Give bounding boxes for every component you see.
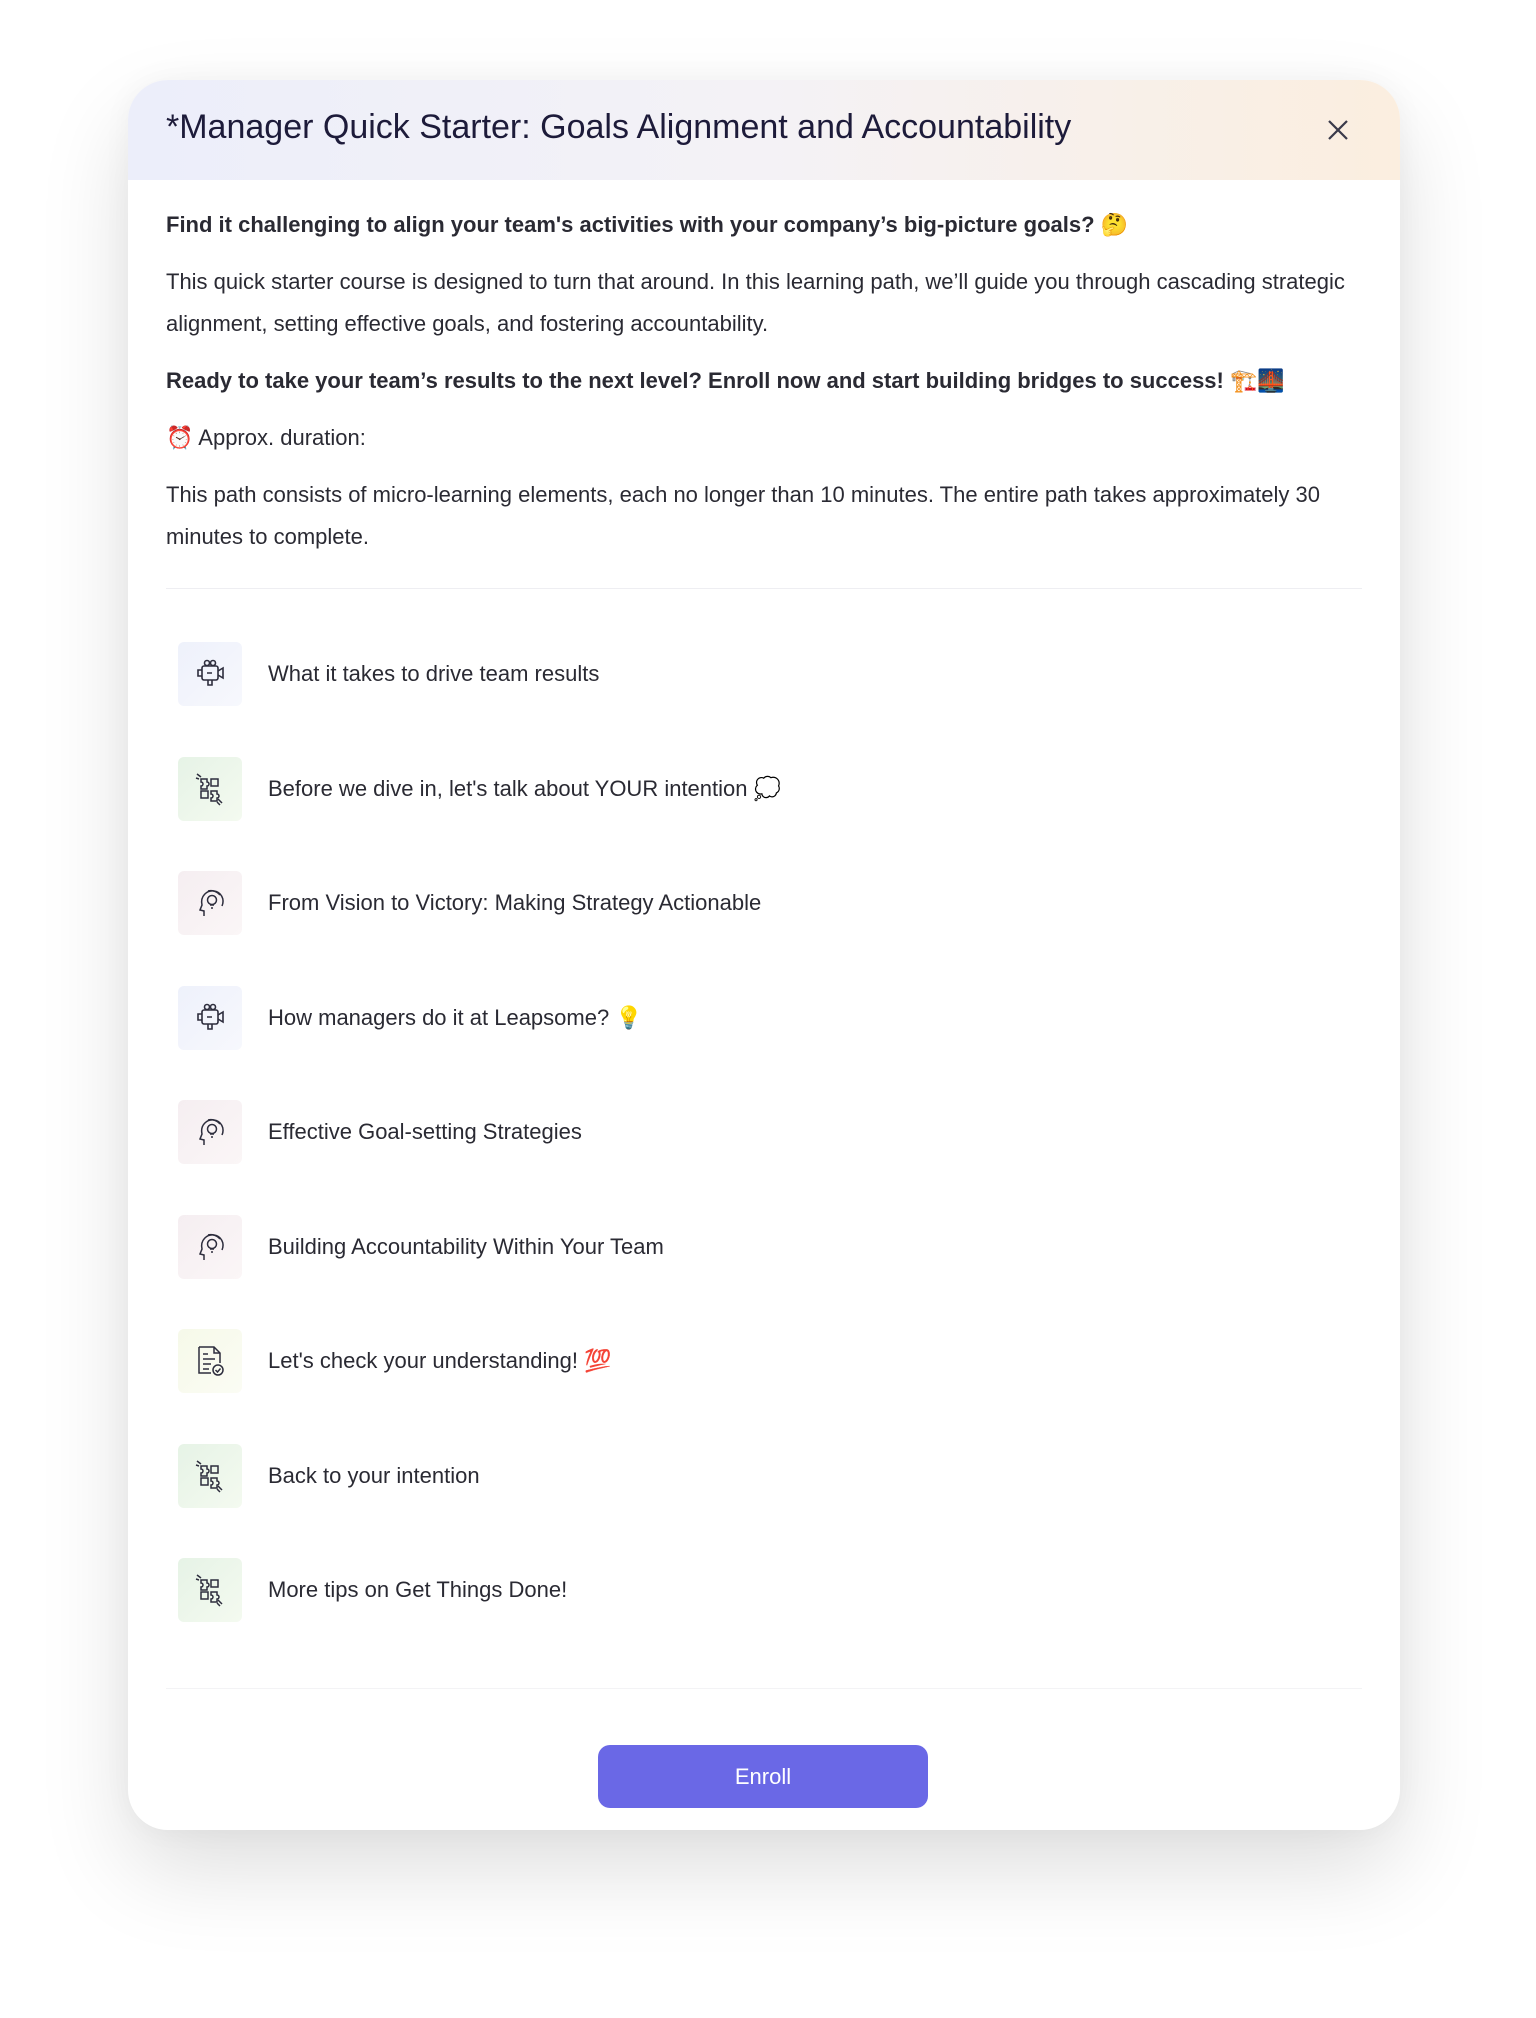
list-item[interactable] [166,961,1362,1076]
list-item[interactable] [166,1075,1362,1190]
head-lightbulb-icon [178,1215,242,1279]
list-item[interactable] [166,1533,1362,1648]
list-item-label: From Vision to Victory: Making Strategy Actionable [268,890,762,916]
footer-divider [166,1688,1362,1689]
list-item[interactable] [166,617,1362,732]
modal-title: *Manager Quick Starter: Goals Alignment and Accountability [166,108,1072,146]
robot-video-icon [178,986,242,1050]
puzzle-icon [178,1444,242,1508]
document-check-icon [178,1329,242,1393]
list-item-label: Before we dive in, let's talk about YOUR intention 💭 [268,775,782,801]
description-cta: Ready to take your team’s results to the next level? Enroll now and start building bridges to success! 🏗️🌉 [166,368,1285,393]
list-item[interactable] [166,1419,1362,1534]
divider [166,588,1362,589]
modal-body [128,204,1400,1689]
course-modal [128,80,1400,1830]
robot-video-icon [178,642,242,706]
close-button[interactable] [1320,112,1356,148]
list-item-label: Building Accountability Within Your Team [268,1233,664,1259]
duration-text: This path consists of micro-learning elements, each no longer than 10 minutes. The entire path takes approximately 30 minutes to complete. [166,482,1321,549]
puzzle-icon [178,1558,242,1622]
list-item-label: Effective Goal-setting Strategies [268,1119,582,1145]
list-item-label: More tips on Get Things Done! [268,1577,568,1603]
list-item-label: How managers do it at Leapsome? 💡 [268,1004,643,1030]
duration-label: ⏰ Approx. duration: [166,425,366,450]
list-item-label: What it takes to drive team results [268,661,600,687]
head-lightbulb-icon [178,1100,242,1164]
list-item[interactable] [166,732,1362,847]
puzzle-icon [178,757,242,821]
description-intro: This quick starter course is designed to turn that around. In this learning path, we’ll guide you through cascading strategic alignment, setting effective goals, and fostering accountability. [166,269,1345,336]
enroll-button[interactable]: Enroll [598,1745,928,1808]
list-item-label: Back to your intention [268,1462,480,1488]
modal-header [128,80,1400,180]
list-item[interactable] [166,1190,1362,1305]
list-item[interactable] [166,846,1362,961]
list-item[interactable] [166,1304,1362,1419]
close-icon [1320,112,1356,148]
head-lightbulb-icon [178,871,242,935]
learning-path-list [166,617,1362,1648]
description-question: Find it challenging to align your team's activities with your company’s big-picture goals? 🤔 [166,212,1129,237]
list-item-label: Let's check your understanding! 💯 [268,1348,612,1374]
